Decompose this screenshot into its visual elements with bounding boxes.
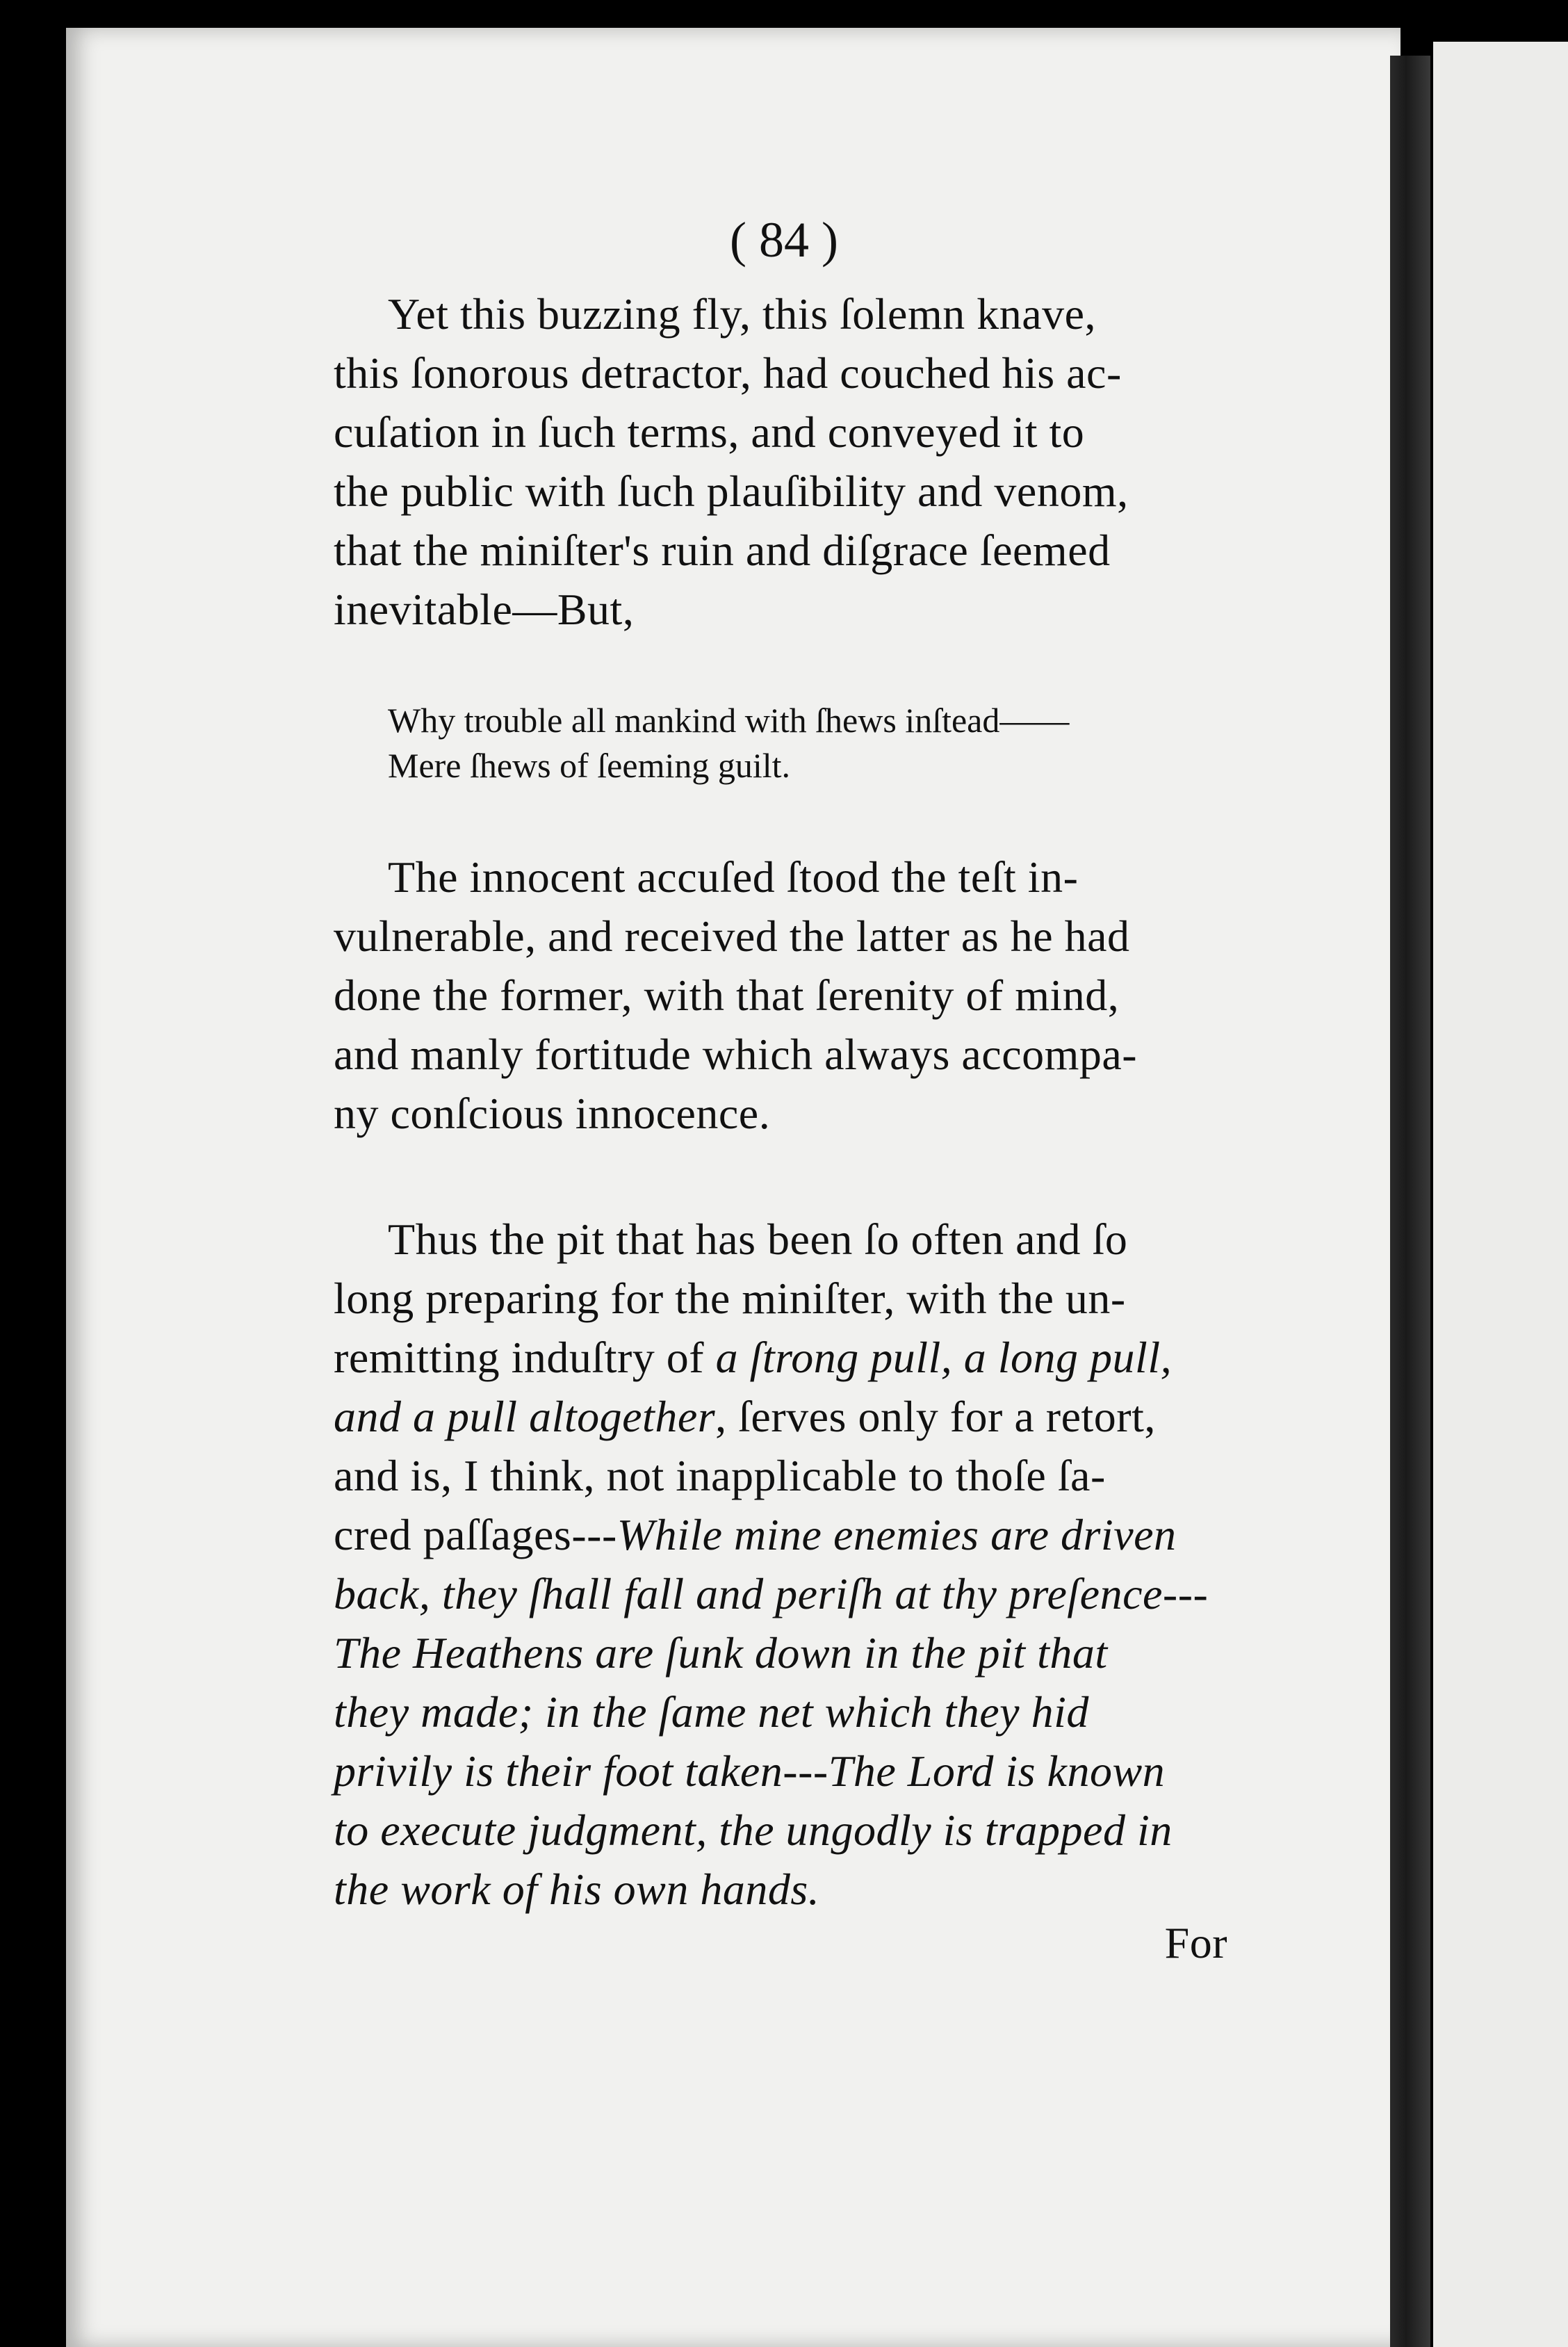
text-line: this ſonorous detractor, had couched his ac- bbox=[334, 348, 1122, 398]
text-line: done the former, with that ſerenity of mind, bbox=[334, 971, 1120, 1020]
catchword: For bbox=[1164, 1918, 1227, 1967]
text-line: and is, I think, not inapplicable to thoſe ſa- bbox=[334, 1451, 1106, 1500]
italic-run: While mine enemies are driven bbox=[616, 1510, 1177, 1559]
text-line bbox=[334, 1507, 1223, 1563]
italic-line: they made; in the ſame net which they hid bbox=[334, 1687, 1089, 1737]
text-run: cred paſſages--- bbox=[334, 1510, 617, 1559]
italic-line: to execute judgment, the ungodly is trapped in bbox=[334, 1805, 1173, 1855]
italic-run: and a pull altogether bbox=[334, 1392, 716, 1441]
italic-line: privily is their foot taken---The Lord is known bbox=[334, 1746, 1166, 1796]
text-line: Yet this buzzing fly, this ſolemn knave, bbox=[388, 289, 1097, 339]
text-line: the public with ſuch plauſibility and venom, bbox=[334, 466, 1129, 516]
italic-line: the work of his own hands. bbox=[334, 1865, 820, 1914]
text-line: and manly fortitude which always accompa- bbox=[334, 1030, 1138, 1079]
text-line: The innocent accuſed ſtood the teſt in- bbox=[388, 852, 1079, 902]
text-line: Thus the pit that has been ſo often and ſo bbox=[388, 1215, 1128, 1264]
quote-line: Why trouble all mankind with ſhews inſtead—— bbox=[388, 701, 1070, 740]
text-run: , ſerves only for a retort, bbox=[715, 1392, 1156, 1441]
text-line: cuſation in ſuch terms, and conveyed it to bbox=[334, 407, 1085, 457]
text-line: that the miniſter's ruin and diſgrace ſeemed bbox=[334, 526, 1111, 575]
text-line bbox=[334, 1389, 1223, 1445]
italic-line: The Heathens are ſunk down in the pit that bbox=[334, 1628, 1108, 1678]
text-line: ny conſcious innocence. bbox=[334, 1089, 771, 1138]
text-line: inevitable—But, bbox=[334, 585, 635, 634]
italic-line: back, they ſhall fall and periſh at thy preſence--- bbox=[334, 1569, 1209, 1618]
quote-line: Mere ſhews of ſeeming guilt. bbox=[388, 746, 791, 785]
italic-run: a ſtrong pull, a long pull, bbox=[715, 1333, 1173, 1382]
text-line: vulnerable, and received the latter as he had bbox=[334, 911, 1130, 961]
text-line bbox=[334, 1330, 1223, 1386]
page-number: ( 84 ) bbox=[730, 212, 838, 268]
text-run: remitting induſtry of bbox=[334, 1333, 716, 1382]
text-line: long preparing for the miniſter, with the un- bbox=[334, 1274, 1126, 1323]
